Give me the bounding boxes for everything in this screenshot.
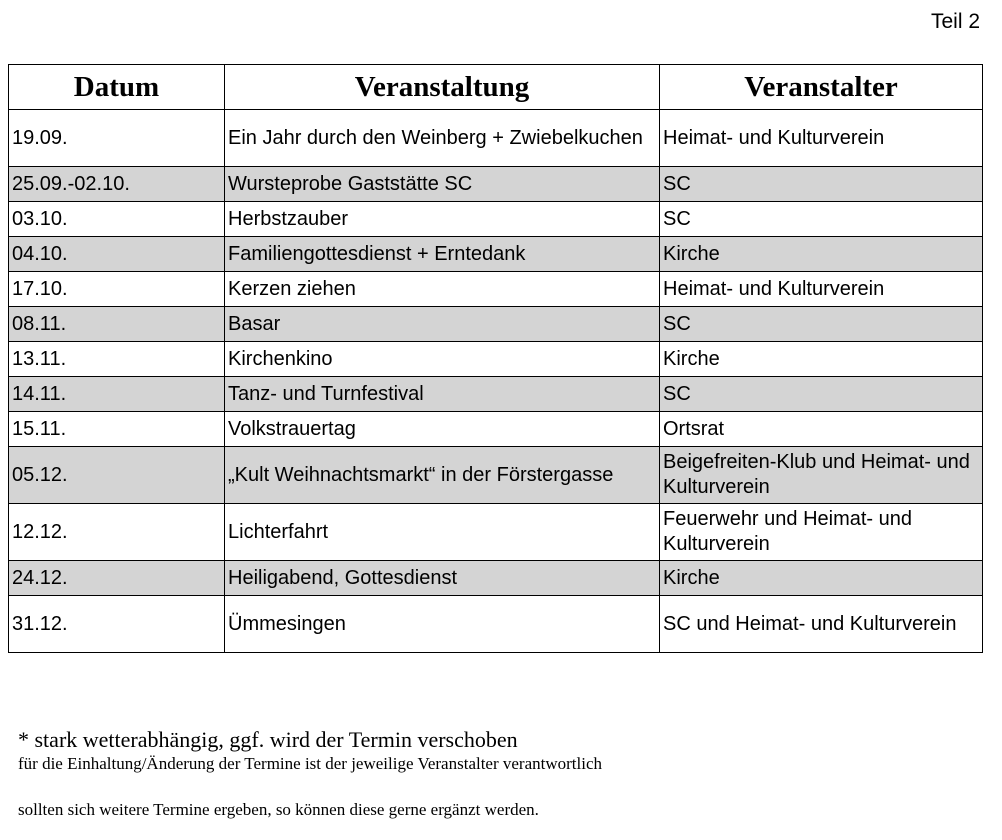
table-row bbox=[9, 307, 983, 342]
table-row bbox=[9, 447, 983, 504]
cell-date: 03.10. bbox=[9, 202, 225, 237]
table-row bbox=[9, 167, 983, 202]
cell-event: Heiligabend, Gottesdienst bbox=[225, 561, 660, 596]
cell-organizer: SC und Heimat- und Kulturverein bbox=[660, 596, 983, 653]
cell-event: Basar bbox=[225, 307, 660, 342]
events-table bbox=[8, 64, 983, 653]
cell-date: 04.10. bbox=[9, 237, 225, 272]
cell-organizer: Beigefreiten-Klub und Heimat- und Kulturverein bbox=[660, 447, 983, 504]
cell-event: Tanz- und Turnfestival bbox=[225, 377, 660, 412]
cell-event: Volkstrauertag bbox=[225, 412, 660, 447]
table-row bbox=[9, 202, 983, 237]
cell-date: 31.12. bbox=[9, 596, 225, 653]
header-organizer: Veranstalter bbox=[660, 65, 983, 110]
cell-event: Lichterfahrt bbox=[225, 504, 660, 561]
cell-date: 14.11. bbox=[9, 377, 225, 412]
note-additions: sollten sich weitere Termine ergeben, so können diese gerne ergänzt werden. bbox=[18, 800, 539, 819]
cell-date: 12.12. bbox=[9, 504, 225, 561]
cell-organizer: Kirche bbox=[660, 342, 983, 377]
note-weather: * stark wetterabhängig, ggf. wird der Termin verschoben bbox=[18, 727, 518, 752]
cell-date: 25.09.-02.10. bbox=[9, 167, 225, 202]
table-row bbox=[9, 504, 983, 561]
cell-organizer: SC bbox=[660, 377, 983, 412]
table-row bbox=[9, 272, 983, 307]
cell-date: 24.12. bbox=[9, 561, 225, 596]
cell-event: Familiengottesdienst + Erntedank bbox=[225, 237, 660, 272]
cell-event: „Kult Weihnachtsmarkt“ in der Förstergasse bbox=[225, 447, 660, 504]
cell-date: 08.11. bbox=[9, 307, 225, 342]
table-row bbox=[9, 412, 983, 447]
cell-event: Herbstzauber bbox=[225, 202, 660, 237]
cell-organizer: SC bbox=[660, 167, 983, 202]
cell-event: Ein Jahr durch den Weinberg + Zwiebelkuchen bbox=[225, 110, 660, 167]
table-row bbox=[9, 377, 983, 412]
note-responsibility: für die Einhaltung/Änderung der Termine ist der jeweilige Veranstalter verantwortlich bbox=[18, 754, 603, 773]
cell-organizer: Heimat- und Kulturverein bbox=[660, 272, 983, 307]
header-date: Datum bbox=[9, 65, 225, 110]
table-row bbox=[9, 237, 983, 272]
cell-event: Ümmesingen bbox=[225, 596, 660, 653]
cell-event: Kirchenkino bbox=[225, 342, 660, 377]
header-event: Veranstaltung bbox=[225, 65, 660, 110]
cell-organizer: Kirche bbox=[660, 561, 983, 596]
cell-organizer: Feuerwehr und Heimat- und Kulturverein bbox=[660, 504, 983, 561]
cell-organizer: Heimat- und Kulturverein bbox=[660, 110, 983, 167]
table-row bbox=[9, 342, 983, 377]
cell-date: 05.12. bbox=[9, 447, 225, 504]
cell-event: Kerzen ziehen bbox=[225, 272, 660, 307]
cell-date: 15.11. bbox=[9, 412, 225, 447]
cell-date: 17.10. bbox=[9, 272, 225, 307]
cell-organizer: SC bbox=[660, 307, 983, 342]
cell-organizer: SC bbox=[660, 202, 983, 237]
table-header-row bbox=[9, 65, 983, 110]
table-row bbox=[9, 596, 983, 653]
table-row bbox=[9, 110, 983, 167]
cell-organizer: Kirche bbox=[660, 237, 983, 272]
cell-date: 13.11. bbox=[9, 342, 225, 377]
cell-date: 19.09. bbox=[9, 110, 225, 167]
part-label: Teil 2 bbox=[930, 10, 980, 33]
table-row bbox=[9, 561, 983, 596]
cell-organizer: Ortsrat bbox=[660, 412, 983, 447]
cell-event: Wursteprobe Gaststätte SC bbox=[225, 167, 660, 202]
